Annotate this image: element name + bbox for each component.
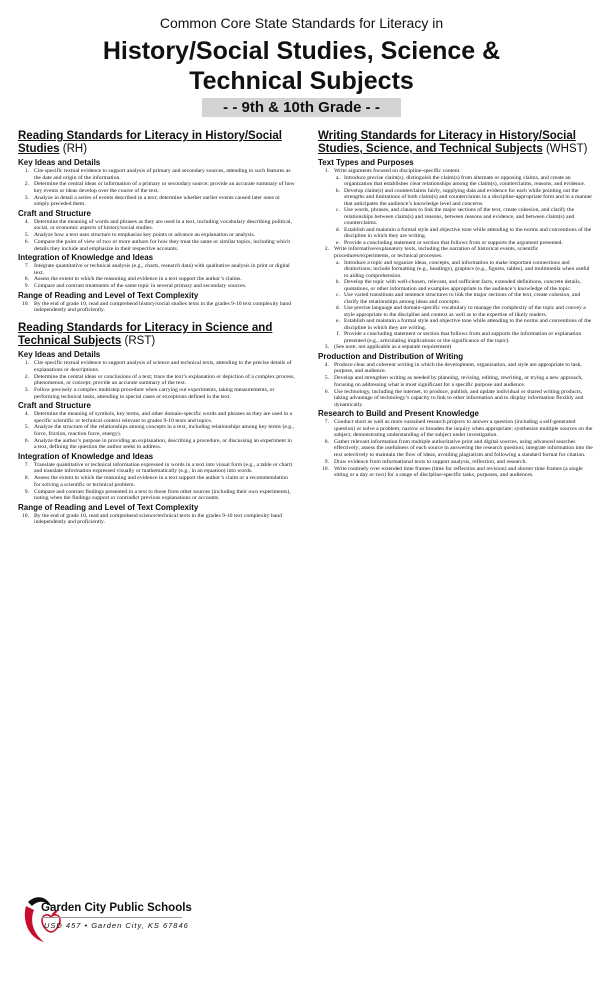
whst-sub-item	[318, 207, 595, 227]
rh-section-heading: Range of Reading and Level of Text Complexity	[18, 290, 199, 300]
item-number: 1.	[24, 360, 29, 367]
rh-abbr: (RH)	[62, 143, 88, 155]
item-text: Determine the central ideas or conclusions of a text; trace the text’s explanation or depiction of a complex process, phenomenon, or concept; provide an accurate summary of the text.	[34, 373, 295, 387]
rst-standard-item	[18, 360, 295, 373]
sub-item-text: Develop the topic with well-chosen, relevant, and sufficient facts, extended definitions, concrete details, quotations, or other information and examples appropriate to the audience’s knowledge of the topic.	[344, 279, 581, 292]
item-text: Cite specific textual evidence to support analysis of primary and secondary sources, attending to such features as the date and origin of the information.	[34, 168, 291, 181]
rst-standards-list	[18, 411, 295, 451]
whst-section-heading: Production and Distribution of Writing	[318, 351, 464, 361]
item-number: 3.	[24, 387, 29, 394]
title-line-1: History/Social Studies, Science &	[102, 37, 501, 65]
item-number: 7.	[24, 263, 29, 270]
whst-standard-item	[318, 459, 595, 466]
rst-section-heading: Range of Reading and Level of Text Complexity	[18, 502, 199, 512]
item-number: 7.	[24, 461, 29, 468]
rst-standard-item	[18, 424, 295, 437]
whst-abbr: (WHST)	[545, 143, 588, 155]
sub-item-text: Introduce precise claim(s), distinguish the claim(s) from alternate or opposing claims, and create an organization that establishes clear relationships among the claim(s), counterclaims, reasons, and evidence.	[344, 174, 586, 188]
item-number: 8.	[324, 438, 329, 445]
rh-standard-item	[18, 263, 295, 276]
rh-sections	[18, 158, 295, 314]
sub-item-letter: e.	[336, 239, 340, 246]
sub-item-text: Establish and maintain a formal style and objective tone while attending to the norms and conventions of the discipline in which they are writing.	[344, 226, 592, 240]
item-text: Translate quantitative or technical information expressed in words in a text into visual form (e.g., a table or chart) and translate information expressed visually or mathematically (e.g., in an equation) into words.	[34, 461, 293, 475]
whst-standards-list	[318, 362, 595, 408]
sub-item-letter: d.	[335, 226, 340, 233]
item-text: By the end of grade 10, read and comprehend science/technical texts in the grades 9-10 text complexity band independently and proficiently.	[34, 512, 282, 526]
whst-standard-item	[318, 362, 595, 375]
item-text: Conduct short as well as more sustained research projects to answer a question (including a self-generated question) or solve a problem; narrow or broaden the inquiry when appropriate; synthesize multiple sources on the subject, demonstrating understanding of the subject under investigation.	[334, 419, 593, 439]
whst-title-text: Writing Standards for Literacy in History/Social Studies, Science, and Technical Subjects	[318, 130, 576, 155]
rst-section-heading: Integration of Knowledge and Ideas	[18, 451, 154, 461]
sub-item-letter: e.	[336, 318, 340, 325]
whst-sub-item	[318, 175, 595, 188]
whst-standard-item	[318, 246, 595, 259]
rst-abbr: (RST)	[124, 335, 156, 348]
item-number: 6.	[324, 388, 329, 395]
item-number: 5.	[24, 424, 29, 431]
item-text: Use technology, including the internet, to produce, publish, and update individual or shared writing products, taking advantage of technology’s capacity to link to other information and to display information flexibly and dynamically.	[334, 388, 584, 408]
item-number: 10.	[21, 512, 29, 519]
item-text: Produce clear and coherent writing in which the development, organization, and style are appropriate to task, purpose, and audience.	[334, 361, 582, 375]
rh-standard-item	[18, 232, 295, 239]
whst-standard-item	[318, 344, 595, 351]
item-text: Assess the extent to which the reasoning and evidence in a text support the author’s claims.	[34, 276, 242, 283]
rst-standards-list	[18, 513, 295, 526]
left-column	[18, 130, 295, 526]
item-number: 6.	[24, 239, 29, 246]
sub-item-letter: b.	[335, 187, 340, 194]
title-line-2: Technical Subjects	[189, 67, 414, 95]
item-number: 9.	[24, 283, 29, 290]
whst-standard-item	[318, 168, 595, 175]
rst-title	[18, 322, 295, 348]
rst-standards-list	[18, 360, 295, 400]
rh-standard-item	[18, 276, 295, 283]
rst-standard-item	[18, 411, 295, 424]
rh-standard-item	[18, 301, 295, 314]
rh-standard-item	[18, 219, 295, 232]
item-text: Integrate quantitative or technical analysis (e.g., charts, research data) with qualitative analysis in print or digital text.	[34, 263, 290, 276]
whst-standard-item	[318, 419, 595, 439]
sub-item-letter: c.	[336, 292, 340, 299]
rh-title	[18, 130, 295, 156]
item-number: 4.	[24, 218, 29, 225]
rh-standard-item	[18, 168, 295, 181]
header-intro: Common Core State Standards for Literacy in	[159, 15, 444, 31]
item-text: Develop and strengthen writing as needed by planning, revising, editing, rewriting, or trying a new approach, focusing on addressing what is most significant for a specific purpose and audience.	[334, 375, 583, 388]
sub-item-text: Introduce a topic and organize ideas, concepts, and information to make important connections and distinctions; include formatting (e.g., headings), graphics (e.g., figures, tables), and multimedia when useful to aiding comprehension.	[344, 259, 590, 279]
item-number: 3.	[24, 194, 29, 201]
whst-sub-item	[318, 260, 595, 280]
whst-standard-item	[318, 375, 595, 388]
item-text: Determine the meaning of symbols, key terms, and other domain-specific words and phrases as they are used in a specific scientific or technical context relevant to grades 9-10 texts and topics.	[34, 411, 293, 424]
whst-section-heading: Text Types and Purposes	[318, 158, 414, 167]
item-text: Cite specific textual evidence to support analysis of science and technical texts, attending to the precise details of explanations or descriptions.	[34, 360, 292, 373]
school-name: Garden City Public Schools	[41, 902, 192, 914]
item-text: Follow precisely a complex multistep procedure when carrying out experiments, taking measurements, or performing technical tasks, attending to special cases or exceptions defined in the text.	[34, 387, 275, 400]
item-text: Gather relevant information from multiple authoritative print and digital sources, using advanced searches effectively; assess the usefulness of each source in answering the research question; integrate information into the text selectively to maintain the flow of ideas, avoiding plagiarism and following a standard format for citation.	[334, 438, 593, 458]
whst-sections	[318, 158, 595, 479]
item-text: Write routinely over extended time frames (time for reflection and revision) and shorter time frames (a single sitting or a day or two) for a range of discipline-specific tasks, purposes, and audiences.	[334, 465, 583, 479]
page-title	[0, 36, 603, 96]
right-column	[318, 130, 595, 479]
sub-item-text: Use precise language and domain-specific vocabulary to manage the complexity of the topic and convey a style appropriate to the discipline and context as well as to the expertise of likely readers.	[344, 305, 586, 318]
rst-sections	[18, 350, 295, 525]
item-text: (See note; not applicable as a separate requirement)	[334, 344, 452, 351]
rst-section-heading: Key Ideas and Details	[18, 350, 101, 360]
rh-title-text: Reading Standards for Literacy in History/Social Studies	[18, 130, 282, 155]
whst-section-heading: Research to Build and Present Knowledge	[318, 409, 479, 419]
sub-item-text: Develop claim(s) and counterclaims fairly, supplying data and evidence for each while pointing out the strengths and limitations of both claim(s) and counterclaims in a discipline-appropriate form and in a manner that anticipates the audience’s knowledge level and concerns.	[344, 187, 593, 207]
whst-sub-item	[318, 292, 595, 305]
rh-block	[18, 130, 295, 314]
whst-standard-item	[318, 466, 595, 479]
sub-item-text: Provide a concluding statement or section that follows from and supports the information or explanation presented (e.g., articulating implications or the significance of the topic).	[344, 331, 582, 344]
sub-item-letter: a.	[336, 259, 340, 266]
rh-standard-item	[18, 181, 295, 194]
rh-standards-list	[18, 168, 295, 208]
rst-standard-item	[18, 462, 295, 475]
rh-standards-list	[18, 219, 295, 252]
rst-standard-item	[18, 513, 295, 526]
rh-standards-list	[18, 301, 295, 314]
item-text: Analyze in detail a series of events described in a text; determine whether earlier events caused later ones or simply preceded them.	[34, 194, 281, 208]
whst-sub-item	[318, 279, 595, 292]
item-text: Determine the central ideas or information of a primary or secondary source; provide an accurate summary of how key events or ideas develop over the course of the text.	[34, 181, 295, 194]
item-number: 6.	[24, 437, 29, 444]
item-number: 9.	[24, 488, 29, 495]
whst-sub-item	[318, 227, 595, 240]
whst-sub-item	[318, 318, 595, 331]
whst-block	[318, 130, 595, 479]
rst-standards-list	[18, 462, 295, 502]
item-number: 8.	[24, 276, 29, 283]
item-text: Analyze the structure of the relationships among concepts in a text, including relationships among key terms (e.g., force, friction, reaction force, energy).	[34, 424, 294, 437]
sub-item-text: Establish and maintain a formal style and objective tone while attending to the norms and conventions of the discipline in which they are writing.	[344, 318, 592, 331]
item-text: Compare and contrast findings presented in a text to those from other sources (including their own experiments), noting when the findings support or contradict previous explanations or accounts.	[34, 488, 291, 502]
item-text: Write informative/explanatory texts, including the narration of historical events, scientific procedures/experiments, or technical processes.	[334, 246, 539, 259]
rst-standard-item	[18, 438, 295, 451]
item-number: 5.	[24, 232, 29, 239]
rst-standard-item	[18, 489, 295, 502]
item-text: Draw evidence from informational texts to support analysis, reflection, and research.	[334, 458, 527, 465]
sub-item-letter: d.	[335, 305, 340, 312]
sub-item-text: Use words, phrases, and clauses to link the major sections of the text, create cohesion, and clarify the relationships between claim(s) and reasons, between reasons and evidence, and between claim(s) and counterclaims.	[344, 207, 575, 227]
school-address: USD 457 • Garden City, KS 67846	[44, 921, 189, 930]
item-number: 8.	[24, 475, 29, 482]
sub-item-letter: a.	[336, 174, 340, 181]
item-text: By the end of grade 10, read and comprehend history/social studies texts in the grades 9-10 text complexity band independently and proficiently.	[34, 300, 291, 314]
item-number: 1.	[24, 168, 29, 174]
item-number: 4.	[324, 361, 329, 368]
sub-item-text: Use varied transitions and sentence structures to link the major sections of the text, create cohesion, and clarify the relationships among ideas and concepts.	[344, 292, 581, 305]
rh-standard-item	[18, 239, 295, 252]
sub-item-letter: c.	[336, 207, 340, 214]
item-text: Analyze the author’s purpose in providing an explanation, describing a procedure, or discussing an experiment in a text, defining the question the author seeks to address.	[34, 437, 292, 451]
item-text: Write arguments focused on discipline-specific content.	[334, 168, 461, 174]
item-text: Compare and contrast treatments of the same topic in several primary and secondary sources.	[34, 283, 247, 290]
whst-standards-list	[318, 419, 595, 479]
rh-section-heading: Integration of Knowledge and Ideas	[18, 253, 154, 263]
item-number: 5.	[324, 375, 329, 382]
item-number: 10.	[321, 465, 329, 472]
sub-item-letter: f.	[336, 331, 340, 338]
item-number: 7.	[324, 419, 329, 426]
whst-sub-item	[318, 331, 595, 344]
rh-standard-item	[18, 195, 295, 208]
item-number: 1.	[324, 168, 329, 174]
rh-standard-item	[18, 283, 295, 290]
rst-standard-item	[18, 387, 295, 400]
item-text: Assess the extent to which the reasoning and evidence in a text support the author’s claim or a recommendation for solving a scientific or technical problem.	[34, 475, 288, 488]
item-number: 2.	[24, 373, 29, 380]
item-number: 3.	[324, 344, 329, 351]
item-text: Compare the point of view of two or more authors for how they treat the same or similar topics, including which details they include and emphasize in their respective accounts.	[34, 239, 291, 252]
rh-section-heading: Key Ideas and Details	[18, 158, 101, 167]
item-text: Analyze how a text uses structure to emphasize key points or advance an explanation or analysis.	[34, 232, 256, 239]
whst-sub-item	[318, 305, 595, 318]
rst-standard-item	[18, 374, 295, 387]
rh-section-heading: Craft and Structure	[18, 208, 91, 218]
whst-sub-item	[318, 188, 595, 208]
whst-standard-item	[318, 389, 595, 409]
item-number: 10.	[21, 300, 29, 307]
rst-title-text: Reading Standards for Literacy in Science and Technical Subjects	[18, 322, 273, 348]
item-number: 9.	[324, 458, 329, 465]
rh-standards-list	[18, 263, 295, 290]
item-number: 2.	[24, 181, 29, 188]
rst-block	[18, 322, 295, 525]
logo-divider	[42, 917, 182, 918]
whst-title	[318, 130, 595, 156]
grade-band: - - 9th & 10th Grade - -	[202, 98, 401, 117]
whst-standards-list	[318, 168, 595, 351]
rst-section-heading: Craft and Structure	[18, 401, 91, 411]
whst-standard-item	[318, 439, 595, 459]
rst-standard-item	[18, 475, 295, 488]
school-logo-icon	[18, 880, 238, 950]
item-number: 4.	[24, 411, 29, 418]
sub-item-letter: b.	[335, 279, 340, 286]
item-number: 2.	[324, 246, 329, 253]
item-text: Determine the meaning of words and phrases as they are used in a text, including vocabulary describing political, social, or economic aspects of history/social studies.	[34, 218, 292, 232]
sub-item-text: Provide a concluding statement or section that follows from or supports the argument presented.	[344, 239, 563, 246]
